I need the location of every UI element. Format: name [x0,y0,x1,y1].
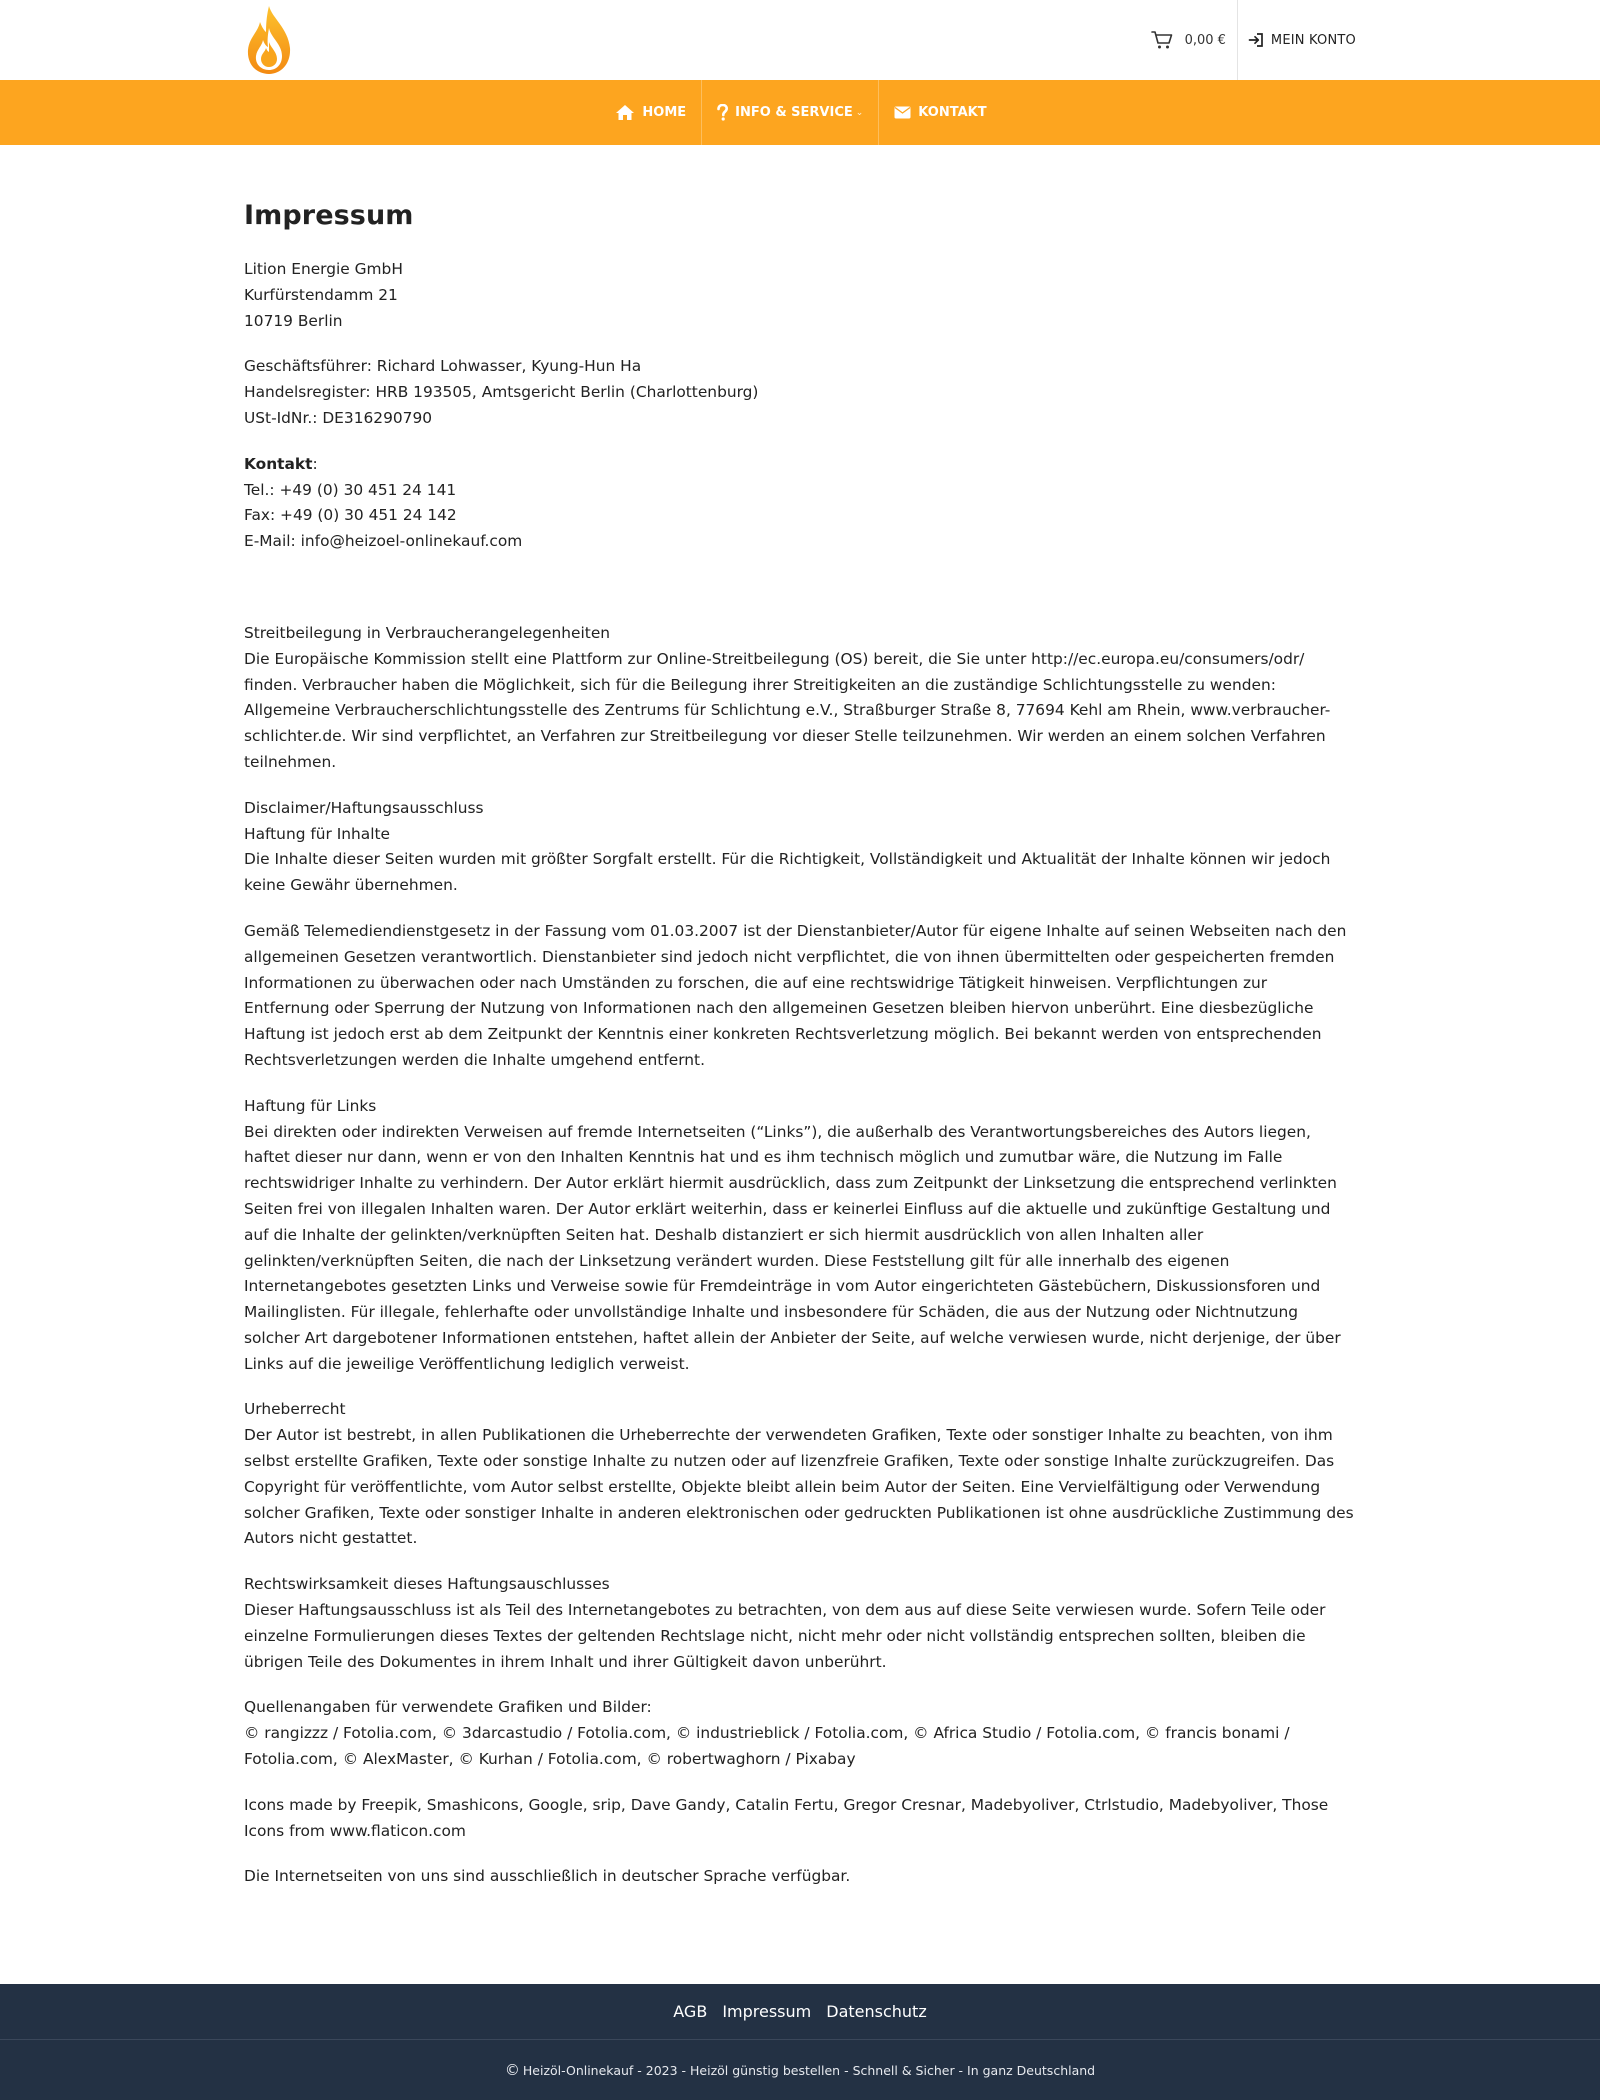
section-text: Dieser Haftungsausschluss ist als Teil des Internetangebotes zu betrachten, von dem aus auf diese Seite verwiesen wurde. Sofern Teile oder einzelne Formulierungen dieses Textes der geltenden Rechtslage nicht, nicht mehr oder nicht vollständig entsprechen sollten, bleiben die übrigen Teile des Dokumentes in ihrem Inhalt und ihrer Gültigkeit davon unberührt. [244,1601,1326,1671]
my-account-button[interactable] [1238,0,1356,80]
nav-item-label: KONTAKT [918,105,987,120]
section-heading: Urheberrecht [244,1400,346,1419]
cart-icon [1151,30,1173,50]
section-copyright [244,1397,1356,1552]
cart-button[interactable] [1151,0,1238,80]
logo-flame-icon[interactable] [244,4,294,76]
section-dispute-resolution [244,621,1356,776]
contact-phone: Tel.: +49 (0) 30 451 24 141 [244,480,457,499]
login-icon [1248,32,1264,48]
footer [0,1984,1600,2100]
address-line: Kurfürstendamm 21 [244,285,398,304]
section-heading: Streitbeilegung in Verbraucherangelegenheiten [244,623,611,642]
nav-item-label: INFO & SERVICE [735,105,853,120]
copyright-text: Heizöl-Onlinekauf - 2023 - Heizöl günstig bestellen - Schnell & Sicher - In ganz Deutschland [522,2062,1096,2078]
chevron-down-icon: ⌄ [855,107,864,118]
managing-directors: Geschäftsführer: Richard Lohwasser, Kyung-Hun Ha [244,357,642,376]
footer-link-agb[interactable]: AGB [673,2002,708,2022]
home-icon [615,104,635,121]
question-icon [717,104,728,121]
nav-item-info-service[interactable] [701,80,878,145]
main-nav [0,80,1600,145]
section-links-liability [244,1094,1356,1378]
footer-link-datenschutz[interactable]: Datenschutz [826,2002,927,2022]
section-heading: Disclaimer/Haftungsausschluss [244,798,484,817]
nav-items [600,80,1001,145]
company-address [244,257,1356,334]
contact-fax: Fax: +49 (0) 30 451 24 142 [244,506,457,525]
my-account-label: MEIN KONTO [1270,32,1356,48]
vat-id: USt-IdNr.: DE316290790 [244,408,433,427]
section-text: Die Inhalte dieser Seiten wurden mit größter Sorgfalt erstellt. Für die Richtigkeit, Vollständigkeit und Aktualität der Inhalte können wir jedoch keine Gewähr übernehmen. [244,850,1331,895]
header-inner [244,0,1356,80]
contact-email: E-Mail: info@heizoel-onlinekauf.com [244,532,523,551]
section-text: Der Autor ist bestrebt, in allen Publikationen die Urheberrechte der verwendeten Grafiken, Texte oder sonstiger Inhalte zu beachten, von ihm selbst erstellte Grafiken, Texte oder sonstige Inhalte zu nutzen oder auf lizenzfreie Grafiken, Texte oder sonstige Inhalte zurückzugreifen. Das Copyright für veröffentlichte, vom Autor selbst erstellte, Objekte bleibt allein beim Autor der Seiten. Eine Vervielfältigung oder Verwendung solcher Grafiken, Texte oder sonstiger Inhalte in anderen elektronischen oder gedruckten Publikationen ist ohne ausdrückliche Zustimmung des Autors nicht gestattet. [244,1426,1354,1548]
company-details [244,354,1356,431]
address-line: 10719 Berlin [244,311,343,330]
footer-link-impressum[interactable]: Impressum [722,2002,812,2022]
section-image-credits [244,1695,1356,1772]
nav-item-home[interactable] [600,80,701,145]
section-tmg [244,919,1356,1074]
section-subheading: Haftung für Inhalte [244,824,391,843]
section-text: Die Europäische Kommission stellt eine Plattform zur Online-Streitbeilegung (OS) bereit, die Sie unter http://ec.europa.eu/consumers/odr/ finden. Verbraucher haben die Möglichkeit, sich für die Beilegung ihrer Streitigkeiten an die zuständige Schlichtungsstelle zu wenden: Allgemeine Verbraucherschlichtungsstelle des Zentrums für Schlichtung e.V., Straßburger Straße 8, 77694 Kehl am Rhein, www.verbraucher-schlichter.de. Wir sind verpflichtet, an Verfahren zur Streitbeilegung vor dieser Stelle teilzunehmen. Wir werden an einem solchen Verfahren teilnehmen. [244,649,1331,771]
section-text: Die Internetseiten von uns sind ausschließlich in deutscher Sprache verfügbar. [244,1867,851,1886]
section-heading: Rechtswirksamkeit dieses Haftungsauschlusses [244,1575,610,1594]
section-disclaimer [244,796,1356,899]
section-text: Bei direkten oder indirekten Verweisen auf fremde Internetseiten (“Links”), die außerhalb des Verantwortungsbereiches des Autors liegen, haftet dieser nur dann, wenn er von den Inhalten Kenntnis hat und es ihm technisch möglich und zumutbar wäre, die Nutzung im Falle rechtswidriger Inhalte zu verhindern. Der Autor erklärt hiermit ausdrücklich, dass zum Zeitpunkt der Linksetzung die entsprechend verlinkten Seiten frei von illegalen Inhalten waren. Der Autor erklärt weiterhin, dass er keinerlei Einfluss auf die aktuelle und zukünftige Gestaltung und auf die Inhalte der gelinkten/verknüpften Seiten hat. Deshalb distanziert er sich hiermit ausdrücklich von allen Inhalten aller gelinkten/verknüpften Seiten, die nach der Linksetzung verändert wurden. Diese Feststellung gilt für alle innerhalb des eigenen Internetangebotes gesetzten Links und Verweise sowie für Fremdeinträge in vom Autor eingerichteten Gästebüchern, Diskussionsforen und Mailinglisten. Für illegale, fehlerhafte oder unvollständige Inhalte und insbesondere für Schäden, die aus der Nutzung oder Nichtnutzung solcher Art dargebotener Informationen entstehen, haftet allein der Anbieter der Seite, auf welche verwiesen wurde, nicht derjenige, der über Links auf die jeweilige Veröffentlichung lediglich verweist. [244,1122,1341,1373]
contact-colon: : [312,454,318,473]
envelope-icon [894,106,911,119]
section-text: © rangizzz / Fotolia.com, © 3darcastudio / Fotolia.com, © industrieblick / Fotolia.com, © Africa Studio / Fotolia.com, © francis bonami / Fotolia.com, © AlexMaster, © Kurhan / Fotolia.com, © robertwaghorn / Pixabay [244,1724,1290,1769]
footer-copyright [0,2040,1600,2100]
section-validity [244,1572,1356,1675]
main-content [244,145,1356,1984]
section-heading: Haftung für Links [244,1096,377,1115]
header-actions [1151,0,1356,80]
section-icon-credits [244,1793,1356,1845]
section-heading: Quellenangaben für verwendete Grafiken und Bilder: [244,1698,652,1717]
cart-total: 0,00 € [1184,32,1226,48]
spacer [244,575,1356,621]
section-text: Gemäß Telemediendienstgesetz in der Fassung vom 01.03.2007 ist der Dienstanbieter/Autor für eigene Inhalte auf seinen Webseiten nach den allgemeinen Gesetzen verantwortlich. Dienstanbieter sind jedoch nicht verpflichtet, die von ihnen übermittelten oder gespeicherten fremden Informationen zu überwachen oder nach Umständen zu forschen, die auf eine rechtswidrige Tätigkeit hinweisen. Verpflichtungen zur Entfernung oder Sperrung der Nutzung von Informationen nach den allgemeinen Gesetzen bleiben hiervon unberührt. Eine diesbezügliche Haftung ist jedoch erst ab dem Zeitpunkt der Kenntnis einer konkreten Rechtsverletzung möglich. Bei bekannt werden von entsprechenden Rechtsverletzungen werden die Inhalte umgehend entfernt. [244,921,1347,1069]
nav-item-kontakt[interactable] [878,80,1001,145]
section-text: Icons made by Freepik, Smashicons, Google, srip, Dave Gandy, Catalin Fertu, Gregor Cresnar, Madebyoliver, Ctrlstudio, Madebyoliver, Those Icons from www.flaticon.com [244,1795,1329,1840]
footer-links [0,1984,1600,2040]
contact-block [244,452,1356,555]
page-title: Impressum [244,200,414,231]
trade-register: Handelsregister: HRB 193505, Amtsgericht Berlin (Charlottenburg) [244,383,759,402]
top-header [0,0,1600,80]
address-line: Lition Energie GmbH [244,260,403,278]
nav-item-label: HOME [642,105,687,120]
section-language-note [244,1864,1356,1890]
copyright-icon: © [504,2061,520,2080]
contact-heading-line [244,452,1356,478]
contact-heading: Kontakt [244,454,313,473]
